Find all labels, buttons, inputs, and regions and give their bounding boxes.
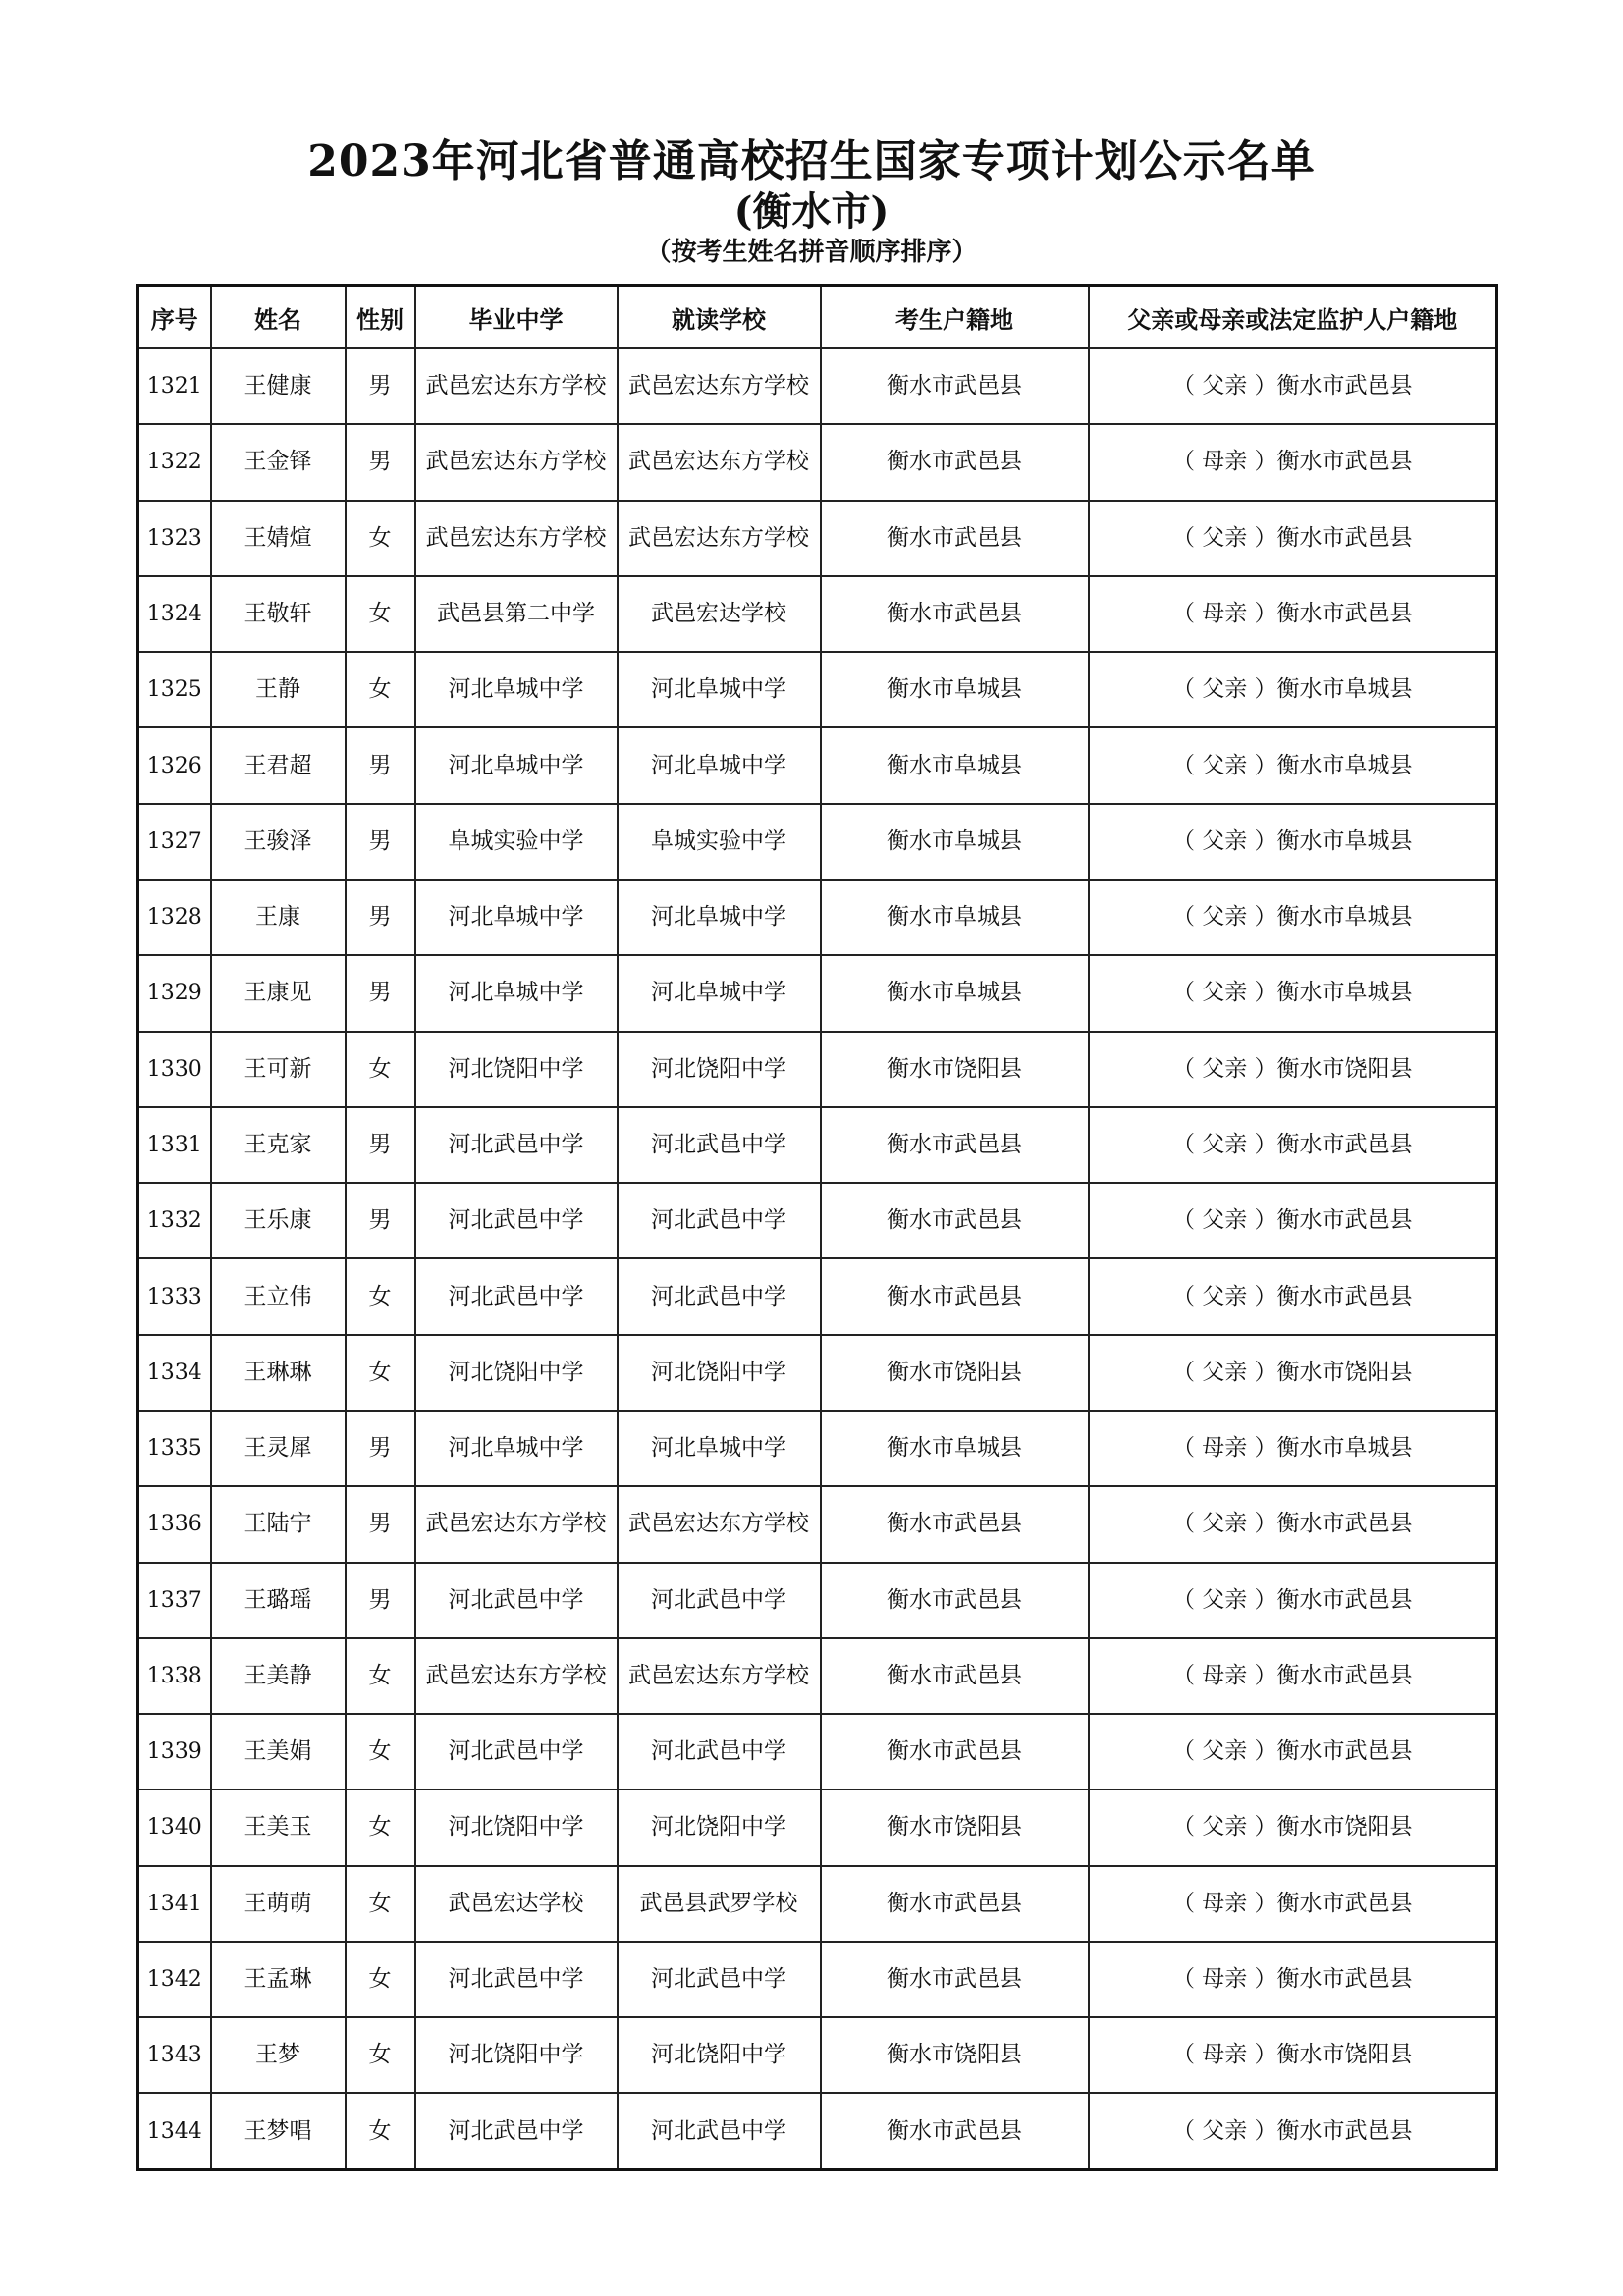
cell-graduated-school: 武邑宏达东方学校	[415, 424, 618, 500]
cell-guardian-residence: （ 父亲 ）衡水市武邑县	[1089, 1563, 1497, 1638]
table-row	[138, 1335, 1497, 1411]
cell-current-school: 河北饶阳中学	[618, 1032, 821, 1107]
cell-current-school: 武邑宏达学校	[618, 576, 821, 652]
cell-gender: 女	[346, 1638, 415, 1714]
cell-guardian-residence: （ 父亲 ）衡水市饶阳县	[1089, 1335, 1497, 1411]
table-row	[138, 2093, 1497, 2169]
cell-index: 1331	[138, 1107, 211, 1183]
cell-index: 1328	[138, 880, 211, 955]
cell-name: 王康见	[211, 955, 346, 1031]
cell-student-residence: 衡水市武邑县	[821, 1714, 1089, 1789]
cell-gender: 男	[346, 804, 415, 880]
cell-student-residence: 衡水市饶阳县	[821, 1335, 1089, 1411]
cell-graduated-school: 河北阜城中学	[415, 727, 618, 803]
cell-gender: 女	[346, 1032, 415, 1107]
cell-index: 1329	[138, 955, 211, 1031]
cell-current-school: 河北阜城中学	[618, 880, 821, 955]
cell-gender: 女	[346, 501, 415, 576]
table-row	[138, 804, 1497, 880]
cell-current-school: 武邑宏达东方学校	[618, 348, 821, 424]
cell-student-residence: 衡水市武邑县	[821, 2093, 1089, 2169]
cell-student-residence: 衡水市阜城县	[821, 880, 1089, 955]
cell-current-school: 武邑宏达东方学校	[618, 1638, 821, 1714]
cell-current-school: 河北武邑中学	[618, 1563, 821, 1638]
cell-gender: 女	[346, 576, 415, 652]
cell-gender: 男	[346, 955, 415, 1031]
table-row	[138, 727, 1497, 803]
table-row	[138, 576, 1497, 652]
cell-graduated-school: 河北武邑中学	[415, 1183, 618, 1258]
roster-table	[136, 284, 1498, 2171]
sort-note: （按考生姓名拼音顺序排序）	[645, 238, 978, 267]
cell-student-residence: 衡水市饶阳县	[821, 1789, 1089, 1865]
column-header-student-residence: 考生户籍地	[821, 286, 1089, 349]
cell-graduated-school: 河北阜城中学	[415, 652, 618, 727]
table-row	[138, 1107, 1497, 1183]
cell-gender: 女	[346, 1866, 415, 1942]
cell-name: 王琳琳	[211, 1335, 346, 1411]
table-row	[138, 501, 1497, 576]
cell-index: 1340	[138, 1789, 211, 1865]
cell-gender: 女	[346, 652, 415, 727]
cell-gender: 女	[346, 1258, 415, 1334]
cell-index: 1337	[138, 1563, 211, 1638]
cell-index: 1324	[138, 576, 211, 652]
cell-graduated-school: 河北武邑中学	[415, 1258, 618, 1334]
cell-student-residence: 衡水市武邑县	[821, 1866, 1089, 1942]
cell-student-residence: 衡水市饶阳县	[821, 2017, 1089, 2093]
cell-guardian-residence: （ 母亲 ）衡水市武邑县	[1089, 1638, 1497, 1714]
cell-guardian-residence: （ 父亲 ）衡水市武邑县	[1089, 348, 1497, 424]
cell-current-school: 河北阜城中学	[618, 727, 821, 803]
cell-guardian-residence: （ 父亲 ）衡水市武邑县	[1089, 501, 1497, 576]
column-header-gender: 性别	[346, 286, 415, 349]
cell-index: 1326	[138, 727, 211, 803]
cell-name: 王可新	[211, 1032, 346, 1107]
cell-student-residence: 衡水市武邑县	[821, 1183, 1089, 1258]
cell-graduated-school: 河北饶阳中学	[415, 1335, 618, 1411]
cell-graduated-school: 武邑县第二中学	[415, 576, 618, 652]
cell-guardian-residence: （ 母亲 ）衡水市武邑县	[1089, 1866, 1497, 1942]
cell-graduated-school: 河北武邑中学	[415, 1563, 618, 1638]
cell-name: 王静	[211, 652, 346, 727]
table-row	[138, 1714, 1497, 1789]
cell-current-school: 河北阜城中学	[618, 955, 821, 1031]
table-row	[138, 880, 1497, 955]
cell-student-residence: 衡水市武邑县	[821, 1942, 1089, 2017]
cell-gender: 男	[346, 1563, 415, 1638]
cell-index: 1341	[138, 1866, 211, 1942]
cell-gender: 男	[346, 880, 415, 955]
cell-guardian-residence: （ 母亲 ）衡水市阜城县	[1089, 1411, 1497, 1486]
cell-name: 王梦	[211, 2017, 346, 2093]
cell-student-residence: 衡水市武邑县	[821, 576, 1089, 652]
cell-student-residence: 衡水市阜城县	[821, 727, 1089, 803]
cell-graduated-school: 河北饶阳中学	[415, 2017, 618, 2093]
cell-graduated-school: 河北武邑中学	[415, 2093, 618, 2169]
cell-name: 王康	[211, 880, 346, 955]
cell-guardian-residence: （ 父亲 ）衡水市武邑县	[1089, 2093, 1497, 2169]
cell-current-school: 阜城实验中学	[618, 804, 821, 880]
cell-graduated-school: 河北阜城中学	[415, 955, 618, 1031]
table-row	[138, 424, 1497, 500]
cell-name: 王美娟	[211, 1714, 346, 1789]
cell-student-residence: 衡水市阜城县	[821, 955, 1089, 1031]
cell-gender: 女	[346, 1714, 415, 1789]
cell-guardian-residence: （ 母亲 ）衡水市饶阳县	[1089, 2017, 1497, 2093]
cell-student-residence: 衡水市阜城县	[821, 652, 1089, 727]
cell-gender: 男	[346, 348, 415, 424]
table-row	[138, 1563, 1497, 1638]
cell-graduated-school: 河北武邑中学	[415, 1107, 618, 1183]
cell-index: 1342	[138, 1942, 211, 2017]
cell-gender: 女	[346, 2093, 415, 2169]
cell-student-residence: 衡水市武邑县	[821, 1258, 1089, 1334]
cell-graduated-school: 武邑宏达东方学校	[415, 501, 618, 576]
cell-index: 1322	[138, 424, 211, 500]
cell-gender: 女	[346, 1335, 415, 1411]
page-subtitle: (衡水市)	[733, 188, 890, 235]
cell-guardian-residence: （ 父亲 ）衡水市饶阳县	[1089, 1789, 1497, 1865]
cell-index: 1343	[138, 2017, 211, 2093]
cell-current-school: 武邑宏达东方学校	[618, 1486, 821, 1562]
table-row	[138, 1942, 1497, 2017]
cell-student-residence: 衡水市武邑县	[821, 1486, 1089, 1562]
cell-gender: 男	[346, 1486, 415, 1562]
cell-student-residence: 衡水市武邑县	[821, 1107, 1089, 1183]
cell-graduated-school: 武邑宏达东方学校	[415, 348, 618, 424]
cell-gender: 女	[346, 1789, 415, 1865]
table-row	[138, 1411, 1497, 1486]
cell-guardian-residence: （ 父亲 ）衡水市武邑县	[1089, 1183, 1497, 1258]
column-header-current-school: 就读学校	[618, 286, 821, 349]
cell-current-school: 河北武邑中学	[618, 2093, 821, 2169]
cell-guardian-residence: （ 母亲 ）衡水市武邑县	[1089, 576, 1497, 652]
cell-name: 王克家	[211, 1107, 346, 1183]
cell-index: 1323	[138, 501, 211, 576]
cell-name: 王美静	[211, 1638, 346, 1714]
column-header-name: 姓名	[211, 286, 346, 349]
table-row	[138, 955, 1497, 1031]
cell-gender: 女	[346, 2017, 415, 2093]
cell-gender: 男	[346, 424, 415, 500]
table-row	[138, 1258, 1497, 1334]
cell-index: 1325	[138, 652, 211, 727]
cell-current-school: 河北饶阳中学	[618, 1789, 821, 1865]
cell-guardian-residence: （ 母亲 ）衡水市武邑县	[1089, 424, 1497, 500]
cell-guardian-residence: （ 父亲 ）衡水市阜城县	[1089, 727, 1497, 803]
cell-current-school: 河北饶阳中学	[618, 2017, 821, 2093]
cell-guardian-residence: （ 父亲 ）衡水市阜城县	[1089, 880, 1497, 955]
cell-guardian-residence: （ 父亲 ）衡水市饶阳县	[1089, 1032, 1497, 1107]
cell-graduated-school: 河北饶阳中学	[415, 1032, 618, 1107]
cell-name: 王陆宁	[211, 1486, 346, 1562]
cell-index: 1335	[138, 1411, 211, 1486]
cell-student-residence: 衡水市阜城县	[821, 1411, 1089, 1486]
cell-graduated-school: 阜城实验中学	[415, 804, 618, 880]
table-row	[138, 1183, 1497, 1258]
cell-student-residence: 衡水市武邑县	[821, 424, 1089, 500]
table-row	[138, 2017, 1497, 2093]
cell-student-residence: 衡水市阜城县	[821, 804, 1089, 880]
cell-index: 1330	[138, 1032, 211, 1107]
table-row	[138, 1032, 1497, 1107]
cell-name: 王君超	[211, 727, 346, 803]
cell-current-school: 河北饶阳中学	[618, 1335, 821, 1411]
cell-current-school: 武邑宏达东方学校	[618, 424, 821, 500]
table-row	[138, 348, 1497, 424]
cell-name: 王乐康	[211, 1183, 346, 1258]
cell-graduated-school: 河北武邑中学	[415, 1714, 618, 1789]
cell-index: 1338	[138, 1638, 211, 1714]
cell-name: 王婧煊	[211, 501, 346, 576]
cell-name: 王健康	[211, 348, 346, 424]
column-header-index: 序号	[138, 286, 211, 349]
cell-current-school: 武邑宏达东方学校	[618, 501, 821, 576]
cell-gender: 男	[346, 1411, 415, 1486]
cell-index: 1333	[138, 1258, 211, 1334]
cell-gender: 男	[346, 1183, 415, 1258]
cell-index: 1344	[138, 2093, 211, 2169]
cell-index: 1327	[138, 804, 211, 880]
cell-name: 王孟琳	[211, 1942, 346, 2017]
cell-index: 1321	[138, 348, 211, 424]
cell-current-school: 河北武邑中学	[618, 1107, 821, 1183]
cell-name: 王灵犀	[211, 1411, 346, 1486]
cell-graduated-school: 武邑宏达学校	[415, 1866, 618, 1942]
cell-name: 王璐瑶	[211, 1563, 346, 1638]
column-header-guardian-residence: 父亲或母亲或法定监护人户籍地	[1089, 286, 1497, 349]
cell-name: 王美玉	[211, 1789, 346, 1865]
cell-guardian-residence: （ 父亲 ）衡水市阜城县	[1089, 955, 1497, 1031]
cell-student-residence: 衡水市武邑县	[821, 501, 1089, 576]
cell-name: 王敬轩	[211, 576, 346, 652]
cell-name: 王梦唱	[211, 2093, 346, 2169]
cell-guardian-residence: （ 父亲 ）衡水市武邑县	[1089, 1258, 1497, 1334]
cell-name: 王金铎	[211, 424, 346, 500]
cell-current-school: 河北阜城中学	[618, 1411, 821, 1486]
cell-graduated-school: 武邑宏达东方学校	[415, 1486, 618, 1562]
cell-current-school: 河北武邑中学	[618, 1714, 821, 1789]
cell-gender: 男	[346, 1107, 415, 1183]
cell-student-residence: 衡水市饶阳县	[821, 1032, 1089, 1107]
cell-student-residence: 衡水市武邑县	[821, 1563, 1089, 1638]
cell-index: 1332	[138, 1183, 211, 1258]
cell-name: 王骏泽	[211, 804, 346, 880]
cell-graduated-school: 河北饶阳中学	[415, 1789, 618, 1865]
table-row	[138, 1789, 1497, 1865]
cell-name: 王立伟	[211, 1258, 346, 1334]
cell-gender: 男	[346, 727, 415, 803]
cell-current-school: 河北武邑中学	[618, 1942, 821, 2017]
page-title: 2023年河北省普通高校招生国家专项计划公示名单	[307, 136, 1316, 187]
cell-current-school: 河北武邑中学	[618, 1183, 821, 1258]
cell-graduated-school: 河北阜城中学	[415, 880, 618, 955]
table-row	[138, 1638, 1497, 1714]
cell-student-residence: 衡水市武邑县	[821, 1638, 1089, 1714]
column-header-graduated-school: 毕业中学	[415, 286, 618, 349]
cell-name: 王萌萌	[211, 1866, 346, 1942]
table-row	[138, 1866, 1497, 1942]
cell-gender: 女	[346, 1942, 415, 2017]
cell-guardian-residence: （ 父亲 ）衡水市武邑县	[1089, 1714, 1497, 1789]
cell-student-residence: 衡水市武邑县	[821, 348, 1089, 424]
cell-index: 1339	[138, 1714, 211, 1789]
table-row	[138, 1486, 1497, 1562]
cell-guardian-residence: （ 父亲 ）衡水市武邑县	[1089, 1107, 1497, 1183]
cell-current-school: 武邑县武罗学校	[618, 1866, 821, 1942]
cell-graduated-school: 河北武邑中学	[415, 1942, 618, 2017]
cell-graduated-school: 河北阜城中学	[415, 1411, 618, 1486]
cell-guardian-residence: （ 父亲 ）衡水市武邑县	[1089, 1486, 1497, 1562]
table-row	[138, 652, 1497, 727]
cell-guardian-residence: （ 父亲 ）衡水市阜城县	[1089, 652, 1497, 727]
cell-current-school: 河北阜城中学	[618, 652, 821, 727]
table-header-row	[138, 286, 1497, 349]
cell-guardian-residence: （ 父亲 ）衡水市阜城县	[1089, 804, 1497, 880]
cell-current-school: 河北武邑中学	[618, 1258, 821, 1334]
cell-graduated-school: 武邑宏达东方学校	[415, 1638, 618, 1714]
cell-index: 1334	[138, 1335, 211, 1411]
cell-guardian-residence: （ 母亲 ）衡水市武邑县	[1089, 1942, 1497, 2017]
cell-index: 1336	[138, 1486, 211, 1562]
